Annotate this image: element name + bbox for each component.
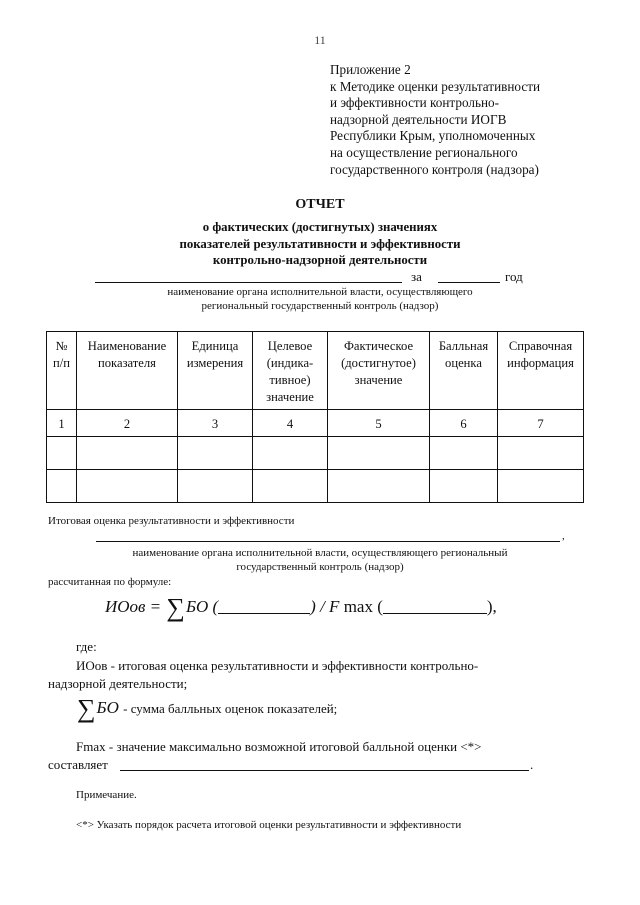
- bo-text: - сумма балльных оценок показателей;: [123, 701, 338, 716]
- summary-comma: ,: [562, 530, 565, 542]
- column-number: 7: [498, 410, 584, 437]
- appendix-line: надзорной деятельности ИОГВ: [330, 111, 507, 127]
- header-cell-info: Справочная информация: [498, 332, 584, 410]
- report-title: ОТЧЕТ: [295, 197, 345, 212]
- table-row: [47, 437, 584, 470]
- ioov-line-1: ИОов - итоговая оценка результативности и эффективности контрольно-: [76, 658, 479, 673]
- appendix-header: [330, 62, 540, 178]
- appendix-line: Республики Крым, уполномоченных: [330, 128, 536, 144]
- header-cell-name: Наименование показателя: [77, 332, 178, 410]
- organ-caption: [0, 285, 640, 313]
- period-za: за: [411, 269, 422, 284]
- calc-label: рассчитанная по формуле:: [48, 576, 172, 588]
- header-cell-target: Целевое (индика- тивное) значение: [253, 332, 328, 410]
- summary-organ-blank: [96, 541, 560, 542]
- table-number-row: [47, 410, 584, 437]
- fmax-line-1: Fmax - значение максимально возможной итоговой балльной оценки <*>: [76, 739, 482, 754]
- page-number: 11: [314, 33, 326, 47]
- note-label: Примечание.: [76, 789, 137, 801]
- table-row: [47, 470, 584, 503]
- formula-lhs: ИОов =: [105, 597, 162, 616]
- appendix-line: и эффективности контрольно-: [330, 95, 499, 111]
- fmax-period: .: [530, 757, 534, 772]
- ioov-line-2: надзорной деятельности;: [48, 676, 188, 691]
- formula-end: ),: [486, 597, 497, 616]
- bo-definition: [76, 694, 337, 724]
- header-cell-actual: Фактическое (достигнутое) значение: [328, 332, 430, 410]
- header-cell-num: № п/п: [47, 332, 77, 410]
- formula-middle: ) / F: [310, 597, 340, 616]
- column-number: 2: [77, 410, 178, 437]
- appendix-line: государственного контроля (надзора): [330, 161, 539, 177]
- formula: [105, 593, 497, 623]
- period-year-blank: [438, 282, 500, 283]
- summary-caption-line: наименование органа исполнительной власти, осуществляющего региональный: [132, 547, 508, 559]
- appendix-line: Приложение 2: [330, 62, 411, 77]
- sigma-icon: ∑: [77, 694, 96, 723]
- column-number: 6: [430, 410, 498, 437]
- fmax-value-blank: [120, 770, 529, 771]
- formula-blank-2: [383, 599, 487, 614]
- where-label: где:: [76, 639, 97, 654]
- bo-symbol: БО: [96, 698, 119, 717]
- column-number: 5: [328, 410, 430, 437]
- organ-name-blank: [95, 282, 402, 283]
- indicators-table: [46, 331, 584, 503]
- formula-blank-1: [218, 599, 310, 614]
- table-header-row: [47, 332, 584, 410]
- header-cell-unit: Единица измерения: [178, 332, 253, 410]
- column-number: 3: [178, 410, 253, 437]
- subtitle-line: показателей результативности и эффективности: [179, 236, 461, 251]
- subtitle-line: о фактических (достигнутых) значениях: [202, 220, 438, 234]
- summary-caption-line: государственный контроль (надзор): [236, 561, 404, 573]
- organ-caption-line: региональный государственный контроль (надзор): [201, 300, 439, 312]
- note-text: <*> Указать порядок расчета итоговой оценки результативности и эффективности: [76, 819, 462, 831]
- formula-bo: БО (: [185, 597, 219, 616]
- organ-caption-line: наименование органа исполнительной власти, осуществляющего: [167, 286, 473, 298]
- column-number: 1: [47, 410, 77, 437]
- summary-label: Итоговая оценка результативности и эффективности: [48, 515, 295, 527]
- period-god: год: [505, 269, 523, 284]
- formula-fmax: max (: [343, 597, 383, 616]
- subtitle-line: контрольно-надзорной деятельности: [212, 253, 428, 267]
- appendix-line: к Методике оценки результативности: [330, 78, 541, 94]
- appendix-line: на осуществление регионального: [330, 144, 518, 160]
- sigma-icon: ∑: [166, 593, 185, 622]
- summary-caption: [56, 546, 584, 574]
- header-cell-score: Балльная оценка: [430, 332, 498, 410]
- column-number: 4: [253, 410, 328, 437]
- report-subtitle: [0, 219, 640, 269]
- fmax-line-2: составляет: [48, 757, 108, 772]
